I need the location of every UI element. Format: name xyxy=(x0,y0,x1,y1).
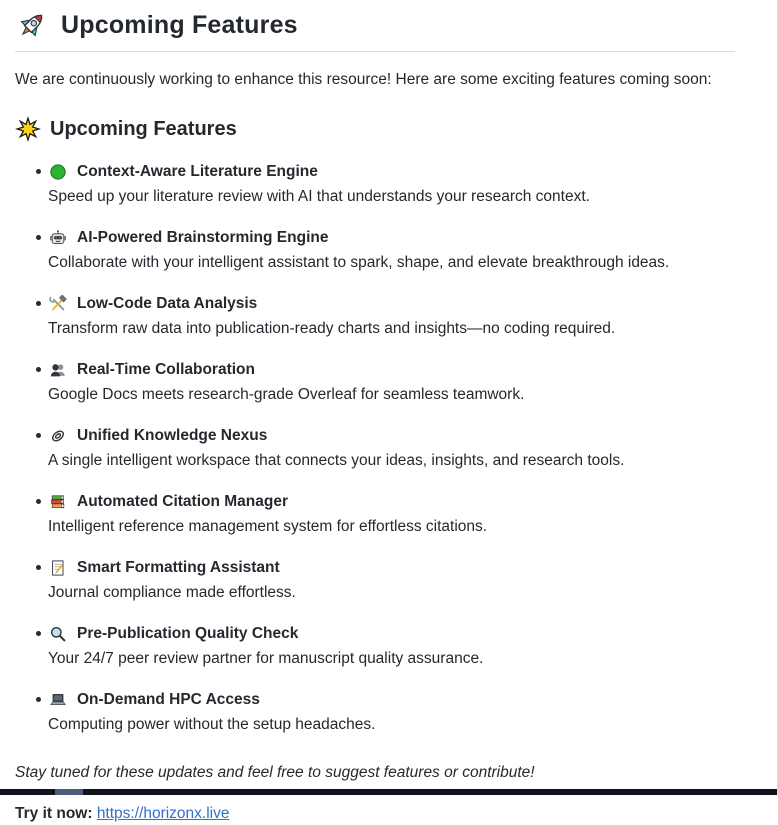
footer-note: Stay tuned for these updates and feel free to suggest features or contribute! xyxy=(15,764,535,781)
feature-item xyxy=(48,425,735,472)
feature-item xyxy=(48,227,735,274)
section-heading xyxy=(15,116,735,142)
feature-title: Real-Time Collaboration xyxy=(77,361,255,378)
feature-description: Your 24/7 peer review partner for manuscript quality assurance. xyxy=(48,650,484,667)
cta-link[interactable]: https://horizonx.live xyxy=(96,805,230,822)
feature-title: Low-Code Data Analysis xyxy=(77,295,258,312)
feature-header xyxy=(48,557,735,579)
feature-header xyxy=(48,293,735,315)
bullet xyxy=(36,367,41,372)
feature-title: On-Demand HPC Access xyxy=(77,691,260,708)
bullet xyxy=(36,697,41,702)
laptop-icon xyxy=(48,690,68,710)
bullet xyxy=(36,565,41,570)
page-title-text: Upcoming Features xyxy=(61,10,298,39)
window-bottom-edge-segment xyxy=(55,789,83,795)
intro-text: We are continuously working to enhance this resource! Here are some exciting features coming soon: xyxy=(15,71,712,88)
feature-description: Collaborate with your intelligent assistant to spark, shape, and elevate breakthrough ideas. xyxy=(48,254,670,271)
feature-item xyxy=(48,359,735,406)
feature-item xyxy=(48,491,735,538)
feature-title: Automated Citation Manager xyxy=(77,493,288,510)
feature-item xyxy=(48,161,735,208)
people-icon xyxy=(48,360,68,380)
section-heading-text: Upcoming Features xyxy=(50,117,237,140)
feature-item xyxy=(48,293,735,340)
cta-line xyxy=(15,803,735,825)
feature-header xyxy=(48,359,735,381)
robot-icon xyxy=(48,228,68,248)
feature-description: Intelligent reference management system for effortless citations. xyxy=(48,518,488,535)
rocket-icon xyxy=(15,8,49,42)
feature-description: Computing power without the setup headaches. xyxy=(48,716,376,733)
feature-title: Context-Aware Literature Engine xyxy=(77,163,318,180)
feature-header xyxy=(48,689,735,711)
bullet xyxy=(36,433,41,438)
feature-item xyxy=(48,557,735,604)
magnifier-icon xyxy=(48,624,68,644)
feature-header xyxy=(48,491,735,513)
feature-title: AI-Powered Brainstorming Engine xyxy=(77,229,329,246)
feature-item xyxy=(48,623,735,670)
feature-header xyxy=(48,161,735,183)
features-list xyxy=(15,161,735,736)
cta-label: Try it now: xyxy=(15,805,93,822)
feature-header xyxy=(48,227,735,249)
bullet xyxy=(36,499,41,504)
feature-description: Speed up your literature review with AI that understands your research context. xyxy=(48,188,590,205)
feature-header xyxy=(48,425,735,447)
feature-description: Google Docs meets research-grade Overleaf for seamless teamwork. xyxy=(48,386,525,403)
paperclip-icon xyxy=(48,426,68,446)
memo-icon xyxy=(48,558,68,578)
books-icon xyxy=(48,492,68,512)
page-title xyxy=(15,8,735,52)
window-bottom-edge xyxy=(0,789,777,795)
feature-title: Pre-Publication Quality Check xyxy=(77,625,299,642)
starburst-icon xyxy=(15,116,41,142)
bullet xyxy=(36,169,41,174)
bullet xyxy=(36,631,41,636)
feature-title: Unified Knowledge Nexus xyxy=(77,427,268,444)
green-circle-icon xyxy=(48,162,68,182)
bullet xyxy=(36,235,41,240)
feature-title: Smart Formatting Assistant xyxy=(77,559,280,576)
feature-description: A single intelligent workspace that connects your ideas, insights, and research tools. xyxy=(48,452,625,469)
bullet xyxy=(36,301,41,306)
hammer-wrench-icon xyxy=(48,294,68,314)
feature-description: Journal compliance made effortless. xyxy=(48,584,296,601)
feature-item xyxy=(48,689,735,736)
feature-header xyxy=(48,623,735,645)
feature-description: Transform raw data into publication-ready charts and insights—no coding required. xyxy=(48,320,616,337)
